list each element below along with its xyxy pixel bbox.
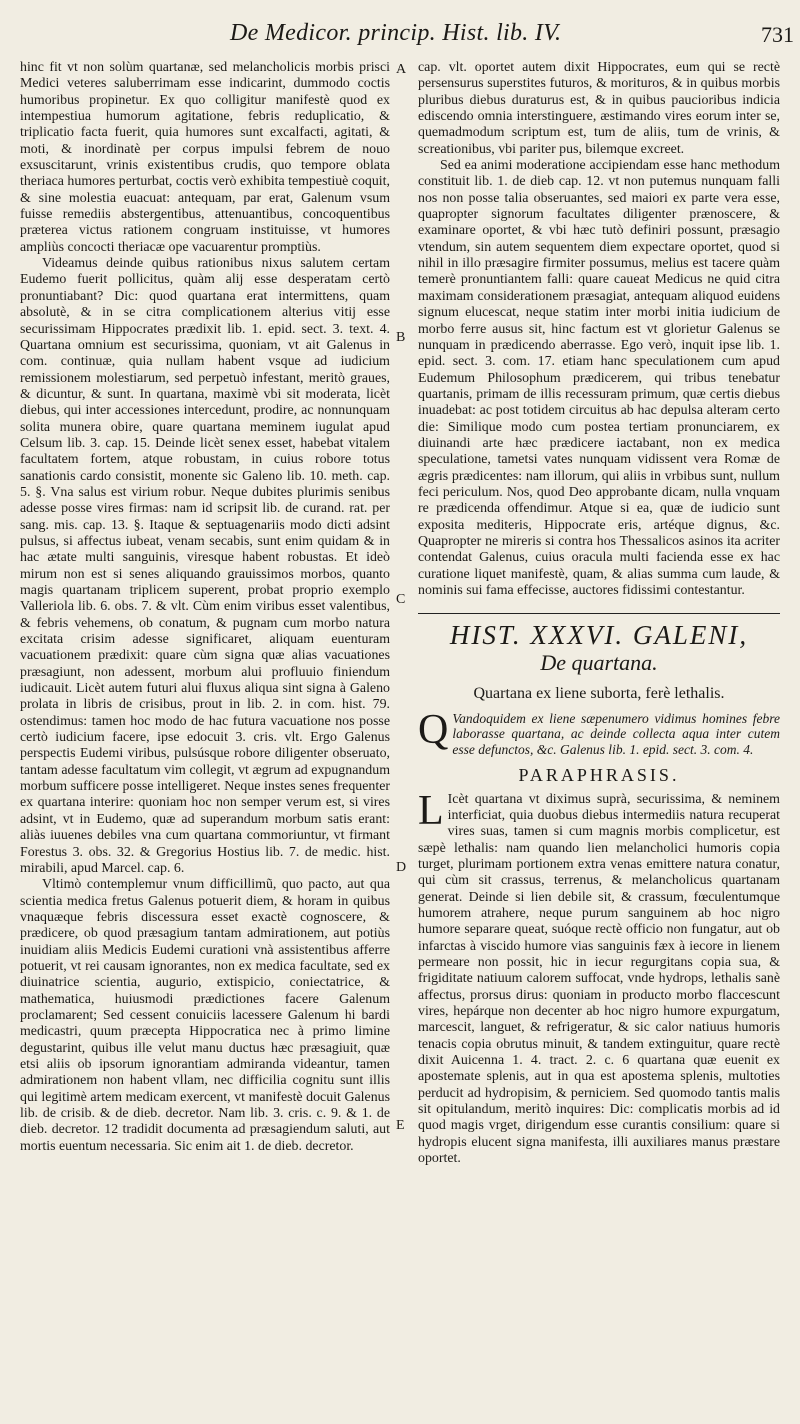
left-paragraph-3: Vltimò contemplemur vnum difficillimũ, quo pacto, aut qua scientia medica fretus Galenus potuerit diem, & horam in quibus vnaquæque febris discessura esset exactè cognoscere, & prædicere, ob quod præsagium tantam admirationem, aut potiùs inuidiam aliis Medicis Eudemi curationi vnà assistentibus afferre potuerit, vt rei causam ignorantes, non ex medica facultate, sed ex diuinatrice scientia, augurio, extispicio, coniectatrice, & mathematica, huiusmodi prædictiones facere Galenum proclamarent; Sed cessent conuiciis lacessere Galenum hi bardi medicastri, quum præcepta Hippocratica nec à primo limine degustarint, quibus ille velut manu ductus hæc præsagiuit, quæ etsi aliis ob ipsorum ignorantiam admiranda videantur, tamen admirationem non habent vllam, nec difficilia cognitu sunt illis qui legitimè artem medicam exercent, vt manifestè docuit Galenus lib. de crisib. & de dieb. decretor. Nam lib. 3. cris. c. 9. & 1. de dieb. decretor. 12 tradidit documenta ad præsagiendum saluti, aut mortis euentum necessaria. Sic enim ait 1. de dieb. decretor.	[20, 877, 390, 1154]
history-title: HIST. XXXVI. GALENI,	[449, 620, 749, 651]
galen-quote	[418, 706, 780, 758]
history-caption: Quartana ex liene suborta, ferè lethalis.	[473, 685, 725, 703]
right-paragraph-1: cap. vlt. oportet autem dixit Hippocrates, eum qui se rectè persensurus superstites futuros, & morituros, & in quibus morbis pluribus diebus duraturus est, & in quibus paucioribus indicia ediscendo omnia interstinguere, æstimando vires eorum inter se, quemadmodum scriptum est, tum de aliis, tum de vrinis, & screationibus, vbi pariter pus, bilemque excreet.	[418, 60, 780, 157]
left-paragraph-1: hinc fit vt non solùm quartanæ, sed melancholicis morbis prisci Medici veteres saluberrimam esse indicarint, dummodo coctis humoribus propinetur. Ex quo colligitur manifestè quod ex intempestiua humorum agitatione, febris reduplicatio, & triplicatio facta fuerit, quia humores sunt excalfacti, agitati, & moti, & inordinatè per corpus impulsi febrem de nouo exsuscitarunt, vrinis existentibus crudis, quo tempore oblata theriaca humores perturbat, coctis verò exhibita tempestiuè coquit, & sine molestia euacuat: antequam, par erat, Galenum vsum fuisse remediis abstergentibus, attenuantibus, concoquentibus præterea victus rationem congruam instituisse, vt humores ampliùs concocti theriacæ ope vacuarentur promptiùs.	[20, 60, 390, 255]
dropcap-l: L	[418, 787, 444, 834]
galen-quote-text: Vandoquidem ex liene sæpenumero vidimus homines febre laborasse quartana, ac deinde collecta aqua inter cutem esse defunctos, &c. Galenus lib. 1. epid. sect. 3. com. 4.	[452, 710, 780, 757]
dropcap-q: Q	[418, 706, 449, 753]
page-header	[0, 16, 800, 56]
margin-letter-d: D	[396, 860, 407, 875]
page-number: 731	[761, 22, 794, 47]
margin-letter-c: C	[396, 592, 406, 607]
paraphrasis-text: Icèt quartana vt diximus suprà, securissima, & neminem interficiat, quia duobus diebus intermediis natura recuperat vires suas, tamen si cum magnis morbis complicetur, est sæpè lethalis: nam quando lien melancholici humoris copia turget, plurimam portionem extra venas emittere natura conatur, qui cùm sit crassus, terrenus, & melancholicus quartanam generat. Deinde si lien debile sit, & crassum, fœculentumque humorem atrahere, neque purum sanguinem ab hoc nigro humore separare queat, suóque rectè officio non fungatur, aut ob infarctas à viscido humore vias sanguinis fæx à iecore in lienem permeare non possit, hic in iecur regurgitans copia sua, & frigiditate natiuum calorem suffocat, vnde hydrops, lethalis sanè affectus, prorsus dirus: quoniam in producto morbo flaccescunt vires, hepárque non decenter ab hoc nigro humore expurgatum, marcescit, languet, & refrigeratur, & sic calor natiuus humoris tenacis copia obrutus minuit, & tandem extinguitur, quare rectè dixit Auicenna 1. 4. tract. 2. c. 6 quartana quæ euenit ex apostemate splenis, aut in qua est apostema splenis, multoties perducit ad hydropisim, & perniciem. Sed quomodo tantis malis sit opitulandum, meritò inquires: Dic: complicatis morbis ad id quod magis vrget, dirigendum esse curantis consilium: quare si hydropis elucent signa manifesta, illi auxiliares manus præstare oportet.	[418, 791, 780, 1167]
right-column	[418, 60, 780, 1410]
margin-letter-e: E	[396, 1118, 405, 1133]
section-divider	[418, 613, 780, 614]
left-column	[20, 60, 390, 1410]
paraphrasis-heading: PARAPHRASIS.	[518, 765, 680, 786]
margin-letter-b: B	[396, 330, 406, 345]
margin-letter-a: A	[396, 62, 407, 77]
running-title: De Medicor. princip. Hist. lib. IV.	[230, 20, 562, 46]
left-paragraph-2: Videamus deinde quibus rationibus nixus salutem certam Eudemo fuerit pollicitus, quàm alij esse desperatam certò pronuntiabant? Dic: quod quartana erat intermittens, quam absolutè, & in se citra complicationem alterius vitij esse securissimam Hippocrates prædixit lib. 1. epid. sect. 3. text. 4. Quartana omnium est securissima, quoniam, vt ait Galenus in com. continuæ, quia nullam habent vsque ad iudicium remissionem molestiarum, sed perpetuò infestant, meritò graues, & dicuntur, & sunt. In quartana, maximè vbi sit moderata, licèt diebus, qui inter accessiones intercedunt, prodire, ac nonnunquam solita munera obire, quare quartana meminem iugulat apud Celsum lib. 3. cap. 15. Deinde licèt senex esset, habebat vitalem facultatem fortem, atque robustam, in cuius robore totus sanationis cardo consistit, monente sic Galeno lib. 10. meth. cap. 5. §. Vna salus est virium robur. Neque dubites plurimis senibus adesse posse vires firmas: nam id scripsit lib. de curand. rat. per sang. mis. cap. 13. §. Itaque & septuagenariis modo dicti adsint pulsus, si affectus iubeat, venam secabis, sunt enim quidam & in hac ætate multi sanguinis, viresque habent robustas. Et ideò mirum non est si senes aliquando grauissimos morbos, quanto magis quartanam triplicem superent, probat proprio exemplo Valleriola lib. 6. obs. 7. & vlt. Cùm enim viribus esset valentibus, & febris vehemens, ob conatum, & pugnam cum morbo natura excitata crisim adesse significaret, aliquam euenturam vacuationem prædixit: quare cùm signa quæ alias vacuationes præsagiunt, non adessent, morbum alui profluuio finiendum iudicauit. Licèt autem futuri alui fluxus aliqua sint signa à Galeno prolata in libris de crisibus, prout in lib. 2. in com. hist. 79. ostendimus: tamen hoc modo de hac futura vacuatione nos posse certò iudicium facere, ipse edocuit 3. cris. vlt. Ergo Galenus perspectis Eudemi viribus, pulsúsque robore diligenter obseruato, tantam adesse facultatum vim collegit, vt ægrum ad expugnandum morbum sufficere posse intelligeret. Neque instes senes frequenter ex quartana interire: quoniam hoc non semper verum est, si vires adsint, vt in Eudemo, quæ ad superandum morbum satis erant: aliàs iuuenes debiles vna cum quartana commoriuntur, vt firmant Forestus 3. obs. 32. & Gregorius Hostius lib. 7. de medic. hist. mirabili, apud Marcel. cap. 6.	[20, 256, 390, 876]
history-subtitle: De quartana.	[540, 650, 658, 676]
paraphrasis-paragraph	[418, 787, 780, 1168]
right-paragraph-2: Sed ea animi moderatione accipiendam esse hanc methodum constituit lib. 1. de dieb cap. 12. vt non putemus nunquam falli nos non posse talia obseruantes, sed maiori ex parte vera esse, quapropter signorum facultates diligenter prænoscere, & examinare oportet, & vbi hæc tutò definiri possunt, præsagio vtendum, sin autem sequentem diem expectare oportet, quod si nihil in illo præsagire firmiter possumus, melius est tacere quàm temerè pronuntiantem falli: quare caueat Medicus ne quid citra maximam considerationem præsagiat, antequam aliquod euidens signum elucescat, neque statim inter morbi initia iudicium de morbo ferre ausus sit, hinc factum est vt glorietur Galenus se nunquam in prædicendo aberrasse. Ego verò, inquit ipse lib. 1. epid. sect. 3. com. 17. etiam hanc speculationem cum apud Eudemum Philosophum prædicerem, qui tribus tenebatur quartanis, primam de illis recessuram primum, quæ certis diebus inuadebat: ac post totidem circuitus ab hac depulsa alteram certo die: Similique modo cum postea tertiam pronunciarem, ex diuinandi arte hæc prædicere iactabant, non ex medica speculatione, tametsi vates nunquam vidissent vera Romæ de ægris prædicentes: nam illorum, qui aliis in vrbibus sunt, nullum feci periculum. Nos, quod Deo approbante dicam, nulla vnquam re prædicenda offendimur. Atque si ea, quæ de iudicio sunt exposita mediteris, Hippocrate eris, artéque dignus, &c. Quapropter ne mireris si contra hos Thessalicos asinos ita acriter contendat Galenus, cuius oracula multi facienda esse ex hac curatione liquet manifestè, quam, & alias summa cum laude, & nominis sui fama effecisse, auctores fidissimi contestantur.	[418, 158, 780, 598]
